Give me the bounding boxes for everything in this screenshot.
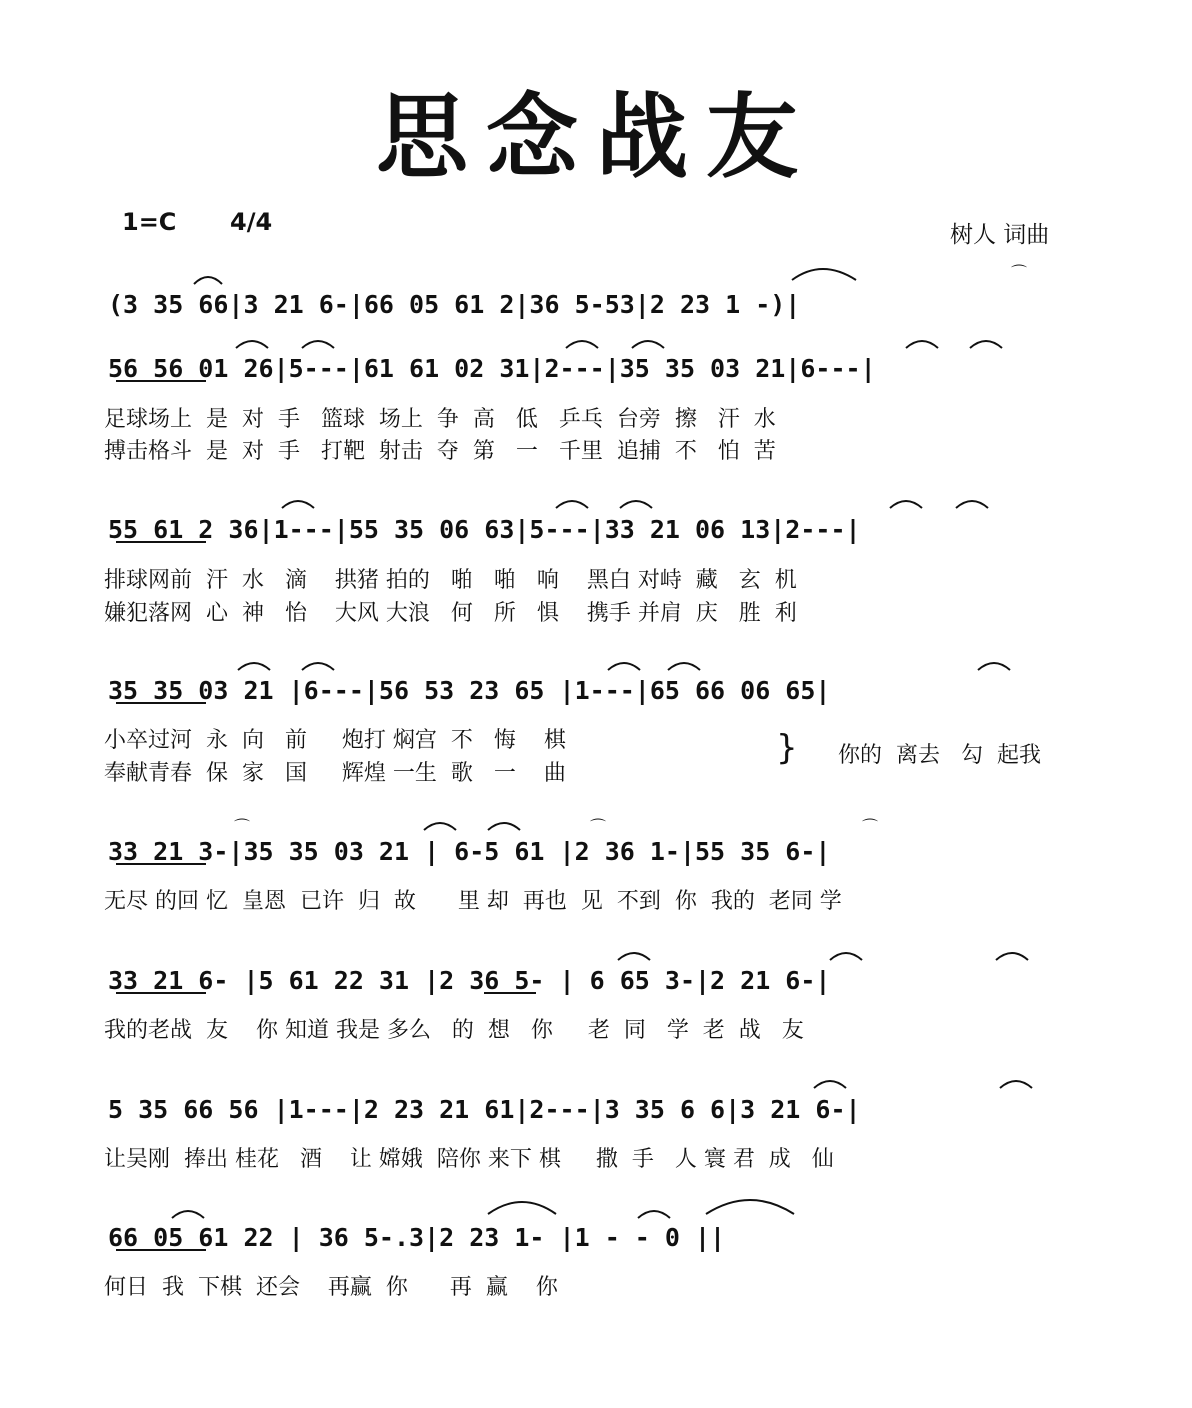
slur-mark bbox=[638, 1211, 670, 1218]
slur-mark bbox=[956, 501, 988, 508]
slur-mark bbox=[906, 341, 938, 348]
fermata-mark: ⌒ bbox=[1011, 263, 1028, 282]
slur-mark bbox=[566, 341, 598, 348]
lyric-brace: } bbox=[776, 728, 798, 768]
slur-mark bbox=[620, 501, 652, 508]
slur-mark bbox=[488, 1202, 556, 1214]
time-signature: 4/4 bbox=[230, 208, 273, 236]
slur-mark bbox=[970, 341, 1002, 348]
fermata-mark: ⌒ bbox=[590, 817, 607, 836]
slur-mark bbox=[488, 823, 520, 830]
slur-mark bbox=[996, 953, 1028, 960]
slur-mark bbox=[556, 501, 588, 508]
notation-line-6: 33 21 6- |5 61 22 31 |2 36 5- | 6 65 3-|2 21 6-| bbox=[108, 966, 831, 995]
slur-mark bbox=[194, 277, 222, 284]
slur-mark bbox=[302, 341, 334, 348]
notation-line-2: 56 56 01 26|5---|61 61 02 31|2---|35 35 03 21|6---| bbox=[108, 354, 876, 383]
lyric-line-3b: 嫌犯落网 心 神 怡 大风 大浪 何 所 惧 携手 并肩 庆 胜 利 bbox=[104, 601, 797, 626]
lyric-line-4-refrain: 你的 离去 勾 起我 bbox=[838, 743, 1041, 768]
slur-mark bbox=[890, 501, 922, 508]
lyric-line-5: 无尽 的回 忆 皇恩 已许 归 故 里 却 再也 见 不到 你 我的 老同 学 bbox=[104, 889, 842, 914]
lyric-line-2b: 搏击格斗 是 对 手 打靶 射击 夺 第 一 千里 追捕 不 怕 苦 bbox=[104, 439, 776, 464]
slur-mark bbox=[282, 501, 314, 508]
notation-line-1: (3 35 66|3 21 6-|66 05 61 2|36 5-53|2 23 1 -)| bbox=[108, 290, 801, 319]
slur-mark bbox=[632, 341, 664, 348]
key-signature: 1=C bbox=[122, 208, 177, 236]
fermata-mark: ⌒ bbox=[234, 817, 251, 836]
lyric-line-3a: 排球网前 汗 水 滴 拱猪 拍的 啪 啪 响 黑白 对峙 藏 玄 机 bbox=[104, 568, 797, 593]
lyric-line-4a: 小卒过河 永 向 前 炮打 焖宫 不 悔 棋 bbox=[104, 728, 566, 753]
notation-line-7: 5 35 66 56 |1---|2 23 21 61|2---|3 35 6 6|3 21 6-| bbox=[108, 1095, 861, 1124]
slur-mark bbox=[618, 953, 650, 960]
slur-mark bbox=[302, 663, 334, 670]
notation-line-8: 66 05 61 22 | 36 5-.3|2 23 1- |1 - - 0 || bbox=[108, 1223, 726, 1252]
slur-mark bbox=[1000, 1081, 1032, 1088]
notation-line-3: 55 61 2 36|1---|55 35 06 63|5---|33 21 06 13|2---| bbox=[108, 515, 861, 544]
lyric-line-7: 让吴刚 捧出 桂花 酒 让 嫦娥 陪你 来下 棋 撒 手 人 寰 君 成 仙 bbox=[104, 1147, 834, 1172]
lyric-line-8: 何日 我 下棋 还会 再赢 你 再 赢 你 bbox=[104, 1275, 558, 1300]
slur-mark bbox=[608, 663, 640, 670]
slur-mark bbox=[668, 663, 700, 670]
slur-mark bbox=[978, 663, 1010, 670]
notation-line-4: 35 35 03 21 |6---|56 53 23 65 |1---|65 66 06 65| bbox=[108, 676, 831, 705]
author-credit: 树人 词曲 bbox=[950, 222, 1050, 248]
slur-mark bbox=[792, 269, 856, 280]
slur-mark bbox=[814, 1081, 846, 1088]
slur-mark bbox=[706, 1200, 794, 1214]
slur-mark bbox=[172, 1211, 204, 1218]
slur-mark bbox=[424, 823, 456, 830]
song-title: 思念战友 bbox=[375, 84, 816, 191]
fermata-mark: ⌒ bbox=[862, 817, 879, 836]
notation-line-5: 33 21 3-|35 35 03 21 | 6-5 61 |2 36 1-|55 35 6-| bbox=[108, 837, 831, 866]
lyric-line-6: 我的老战 友 你 知道 我是 多么 的 想 你 老 同 学 老 战 友 bbox=[104, 1018, 804, 1043]
lyric-line-2a: 足球场上 是 对 手 篮球 场上 争 高 低 乒乓 台旁 擦 汗 水 bbox=[104, 407, 776, 432]
lyric-line-4b: 奉献青春 保 家 国 辉煌 一生 歌 一 曲 bbox=[104, 761, 566, 786]
slur-mark bbox=[238, 663, 270, 670]
slur-mark bbox=[236, 341, 268, 348]
slur-mark bbox=[830, 953, 862, 960]
